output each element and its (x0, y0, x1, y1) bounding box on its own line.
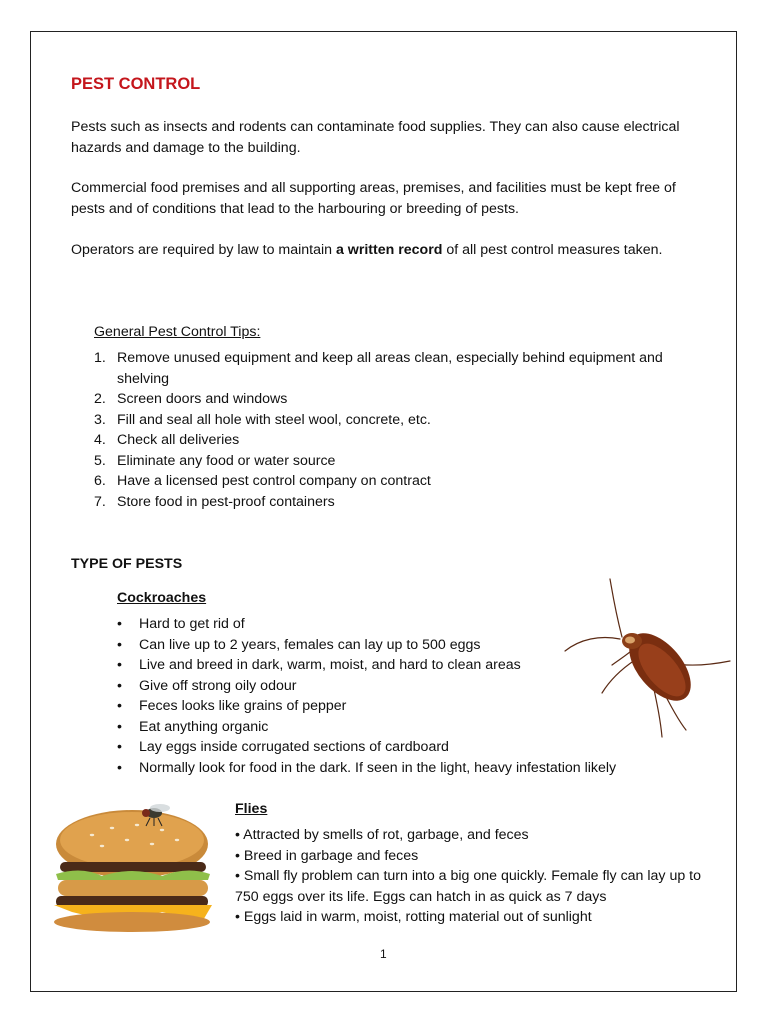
list-item-text: Hard to get rid of (139, 616, 245, 632)
list-item-text: Eat anything organic (139, 718, 269, 735)
tip-number: 2. (94, 391, 106, 407)
flies-heading: Flies (235, 801, 268, 817)
tip-text: Store food in pest-proof containers (117, 493, 335, 510)
flies-list (235, 825, 705, 928)
tip-number: 4. (94, 432, 106, 448)
bullet: • (117, 657, 122, 673)
page-number: 1 (380, 947, 387, 961)
bullet: • (117, 759, 122, 776)
list-item (117, 758, 616, 779)
tip-number: 5. (94, 452, 106, 469)
bullet: • (117, 698, 122, 714)
cockroaches-list (117, 614, 616, 778)
list-item-text: Feces looks like grains of pepper (139, 698, 347, 714)
tip-item (94, 451, 714, 472)
list-item (117, 614, 616, 635)
page-title: PEST CONTROL (71, 75, 201, 93)
cockroach-image (560, 575, 735, 745)
record-text-before: Operators are required by law to maintain (71, 242, 336, 258)
list-item (117, 676, 616, 697)
list-item (117, 655, 616, 676)
bullet: • (117, 739, 122, 755)
tip-text: Remove unused equipment and keep all areas clean, especially behind equipment and shelving (117, 350, 663, 387)
tip-number: 7. (94, 493, 106, 510)
bullet: • (117, 718, 122, 735)
tip-text: Eliminate any food or water source (117, 452, 336, 469)
hamburger-with-fly-image (42, 800, 222, 935)
tip-item (94, 471, 714, 492)
intro-paragraph: Pests such as insects and rodents can contaminate food supplies. They can also cause electrical hazards and damage to the building. (71, 119, 680, 156)
record-text-after: of all pest control measures taken. (442, 242, 663, 258)
tip-number: 3. (94, 411, 106, 428)
cockroaches-heading: Cockroaches (117, 590, 207, 606)
tip-item (94, 430, 714, 451)
tips-list (94, 348, 714, 512)
bullet: • (117, 616, 122, 632)
list-item: • Attracted by smells of rot, garbage, and feces (235, 827, 529, 843)
list-item-text: Lay eggs inside corrugated sections of cardboard (139, 739, 449, 755)
list-item: • Eggs laid in warm, moist, rotting material out of sunlight (235, 909, 592, 925)
tip-number: 6. (94, 473, 106, 489)
list-item: • Small fly problem can turn into a big one quickly. Female fly can lay up to 750 eggs over its life. Eggs can hatch in as quick as 7 days (235, 868, 702, 905)
bullet: • (117, 636, 122, 653)
record-text-bold: a written record (335, 242, 443, 258)
tip-number: 1. (94, 350, 106, 366)
tip-text: Screen doors and windows (117, 391, 288, 407)
list-item-text: Can live up to 2 years, females can lay up to 500 eggs (139, 636, 481, 653)
tip-text: Fill and seal all hole with steel wool, concrete, etc. (117, 411, 431, 428)
list-item-text: Live and breed in dark, warm, moist, and hard to clean areas (139, 657, 521, 673)
list-item (117, 635, 616, 656)
list-item (117, 717, 616, 738)
tip-text: Check all deliveries (117, 432, 240, 448)
bullet: • (117, 677, 122, 694)
tip-text: Have a licensed pest control company on contract (117, 473, 431, 489)
list-item (117, 737, 616, 758)
tip-item (94, 492, 714, 513)
list-item-text: Normally look for food in the dark. If seen in the light, heavy infestation likely (139, 759, 617, 776)
record-paragraph (71, 240, 701, 261)
premises-paragraph: Commercial food premises and all supporting areas, premises, and facilities must be kept free of pests and of conditions that lead to the harbouring or breeding of pests. (71, 180, 676, 217)
tips-heading: General Pest Control Tips: (94, 324, 261, 340)
list-item-text: Give off strong oily odour (139, 677, 297, 694)
list-item: • Breed in garbage and feces (235, 847, 419, 864)
tip-item (94, 348, 714, 389)
tip-item (94, 410, 714, 431)
list-item (117, 696, 616, 717)
types-heading: TYPE OF PESTS (71, 556, 183, 572)
tip-item (94, 389, 714, 410)
